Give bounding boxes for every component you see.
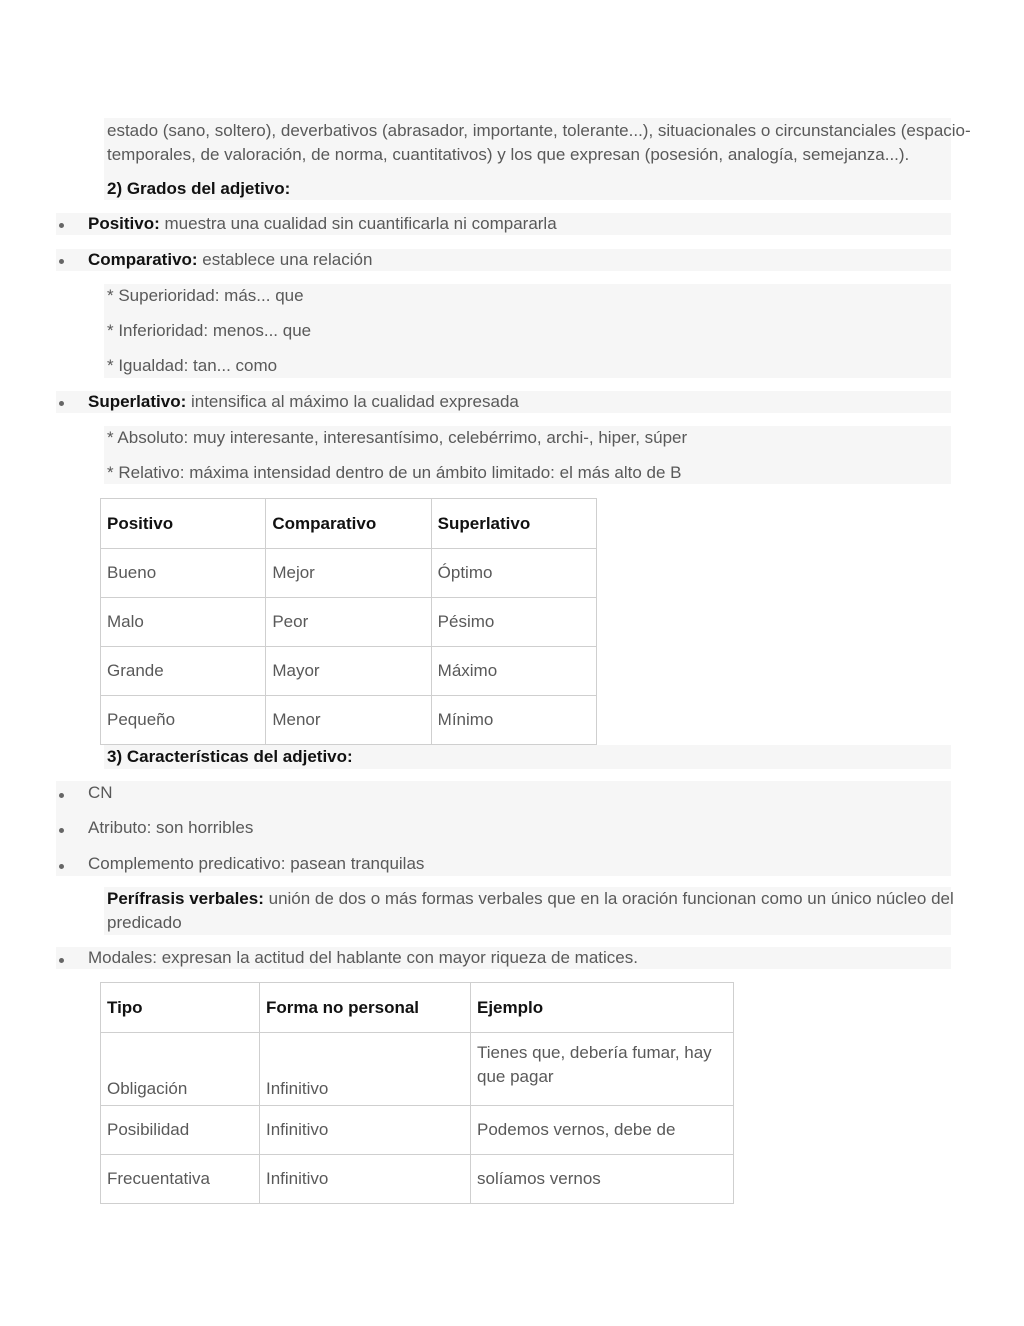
table-cell: Pequeño	[101, 696, 266, 745]
modales-item: Modales: expresan la actitud del hablante con mayor riqueza de matices.	[88, 948, 638, 967]
table-header-row	[101, 983, 734, 1033]
bullet-icon	[59, 223, 64, 228]
perifrasis-table	[100, 982, 734, 1204]
caracteristica-item: CN	[88, 783, 113, 802]
superlativo-item	[88, 390, 519, 414]
table-cell: solíamos vernos	[471, 1155, 734, 1204]
table-cell: Bueno	[101, 549, 266, 598]
positivo-term: Positivo:	[88, 214, 160, 233]
grados-table	[100, 498, 597, 745]
caracteristicas-heading: 3) Características del adjetivo:	[107, 747, 353, 766]
caracteristica-item: Complemento predicativo: pasean tranquilas	[88, 854, 425, 873]
superioridad-line: * Superioridad: más... que	[107, 286, 304, 305]
table-header-cell: Superlativo	[431, 499, 596, 549]
relativo-line: * Relativo: máxima intensidad dentro de un ámbito limitado: el más alto de B	[107, 463, 682, 482]
table-header-cell: Positivo	[101, 499, 266, 549]
table-cell: Tienes que, debería fumar, hay que pagar	[471, 1033, 734, 1106]
table-row	[101, 1033, 734, 1106]
comparativo-term: Comparativo:	[88, 250, 198, 269]
table-header-cell: Tipo	[101, 983, 260, 1033]
table-cell: Grande	[101, 647, 266, 696]
superlativo-text: intensifica al máximo la cualidad expresada	[186, 392, 519, 411]
absoluto-line: * Absoluto: muy interesante, interesantísimo, celebérrimo, archi-, hiper, súper	[107, 428, 688, 447]
table-row	[101, 647, 597, 696]
table-cell: Pésimo	[431, 598, 596, 647]
table-header-cell: Ejemplo	[471, 983, 734, 1033]
table-cell: Posibilidad	[101, 1106, 260, 1155]
table-cell: Frecuentativa	[101, 1155, 260, 1204]
bullet-icon	[59, 401, 64, 406]
table-cell: Mayor	[266, 647, 431, 696]
superlativo-term: Superlativo:	[88, 392, 187, 411]
table-cell: Infinitivo	[260, 1106, 471, 1155]
perifrasis-term: Perífrasis verbales:	[107, 889, 264, 908]
table-row	[101, 598, 597, 647]
igualdad-line: * Igualdad: tan... como	[107, 356, 278, 375]
positivo-text: muestra una cualidad sin cuantificarla ni compararla	[159, 214, 557, 233]
bullet-icon	[59, 864, 64, 869]
comparativo-item	[88, 248, 372, 272]
table-header-cell: Forma no personal	[260, 983, 471, 1033]
table-cell: Malo	[101, 598, 266, 647]
table-cell: Máximo	[431, 647, 596, 696]
bullet-icon	[59, 793, 64, 798]
table-cell: Obligación	[101, 1033, 260, 1106]
caracteristica-item: Atributo: son horribles	[88, 818, 254, 837]
table-header-cell: Comparativo	[266, 499, 431, 549]
table-cell: Menor	[266, 696, 431, 745]
table-cell: Mínimo	[431, 696, 596, 745]
table-cell: Peor	[266, 598, 431, 647]
grados-heading: 2) Grados del adjetivo:	[107, 179, 291, 198]
perifrasis-text: unión de dos o más formas verbales que en la oración funcionan como un único núcleo del	[263, 889, 954, 908]
table-row	[101, 549, 597, 598]
table-header-row	[101, 499, 597, 549]
table-row	[101, 1106, 734, 1155]
perifrasis-line-1	[107, 887, 954, 911]
table-cell: Óptimo	[431, 549, 596, 598]
table-cell: Infinitivo	[260, 1155, 471, 1204]
table-row	[101, 696, 597, 745]
table-row	[101, 1155, 734, 1204]
positivo-item	[88, 212, 557, 236]
table-cell: Infinitivo	[260, 1033, 471, 1106]
intro-line-1: estado (sano, soltero), deverbativos (abrasador, importante, tolerante...), situacionales o circunstanciales (espacio-	[107, 121, 971, 140]
intro-line-2: temporales, de valoración, de norma, cuantitativos) y los que expresan (posesión, analogía, semejanza...).	[107, 145, 910, 164]
perifrasis-line-2: predicado	[107, 913, 182, 932]
bullet-icon	[59, 259, 64, 264]
bullet-icon	[59, 828, 64, 833]
table-cell: Podemos vernos, debe de	[471, 1106, 734, 1155]
comparativo-text: establece una relación	[197, 250, 373, 269]
table-cell: Mejor	[266, 549, 431, 598]
inferioridad-line: * Inferioridad: menos... que	[107, 321, 312, 340]
bullet-icon	[59, 958, 64, 963]
